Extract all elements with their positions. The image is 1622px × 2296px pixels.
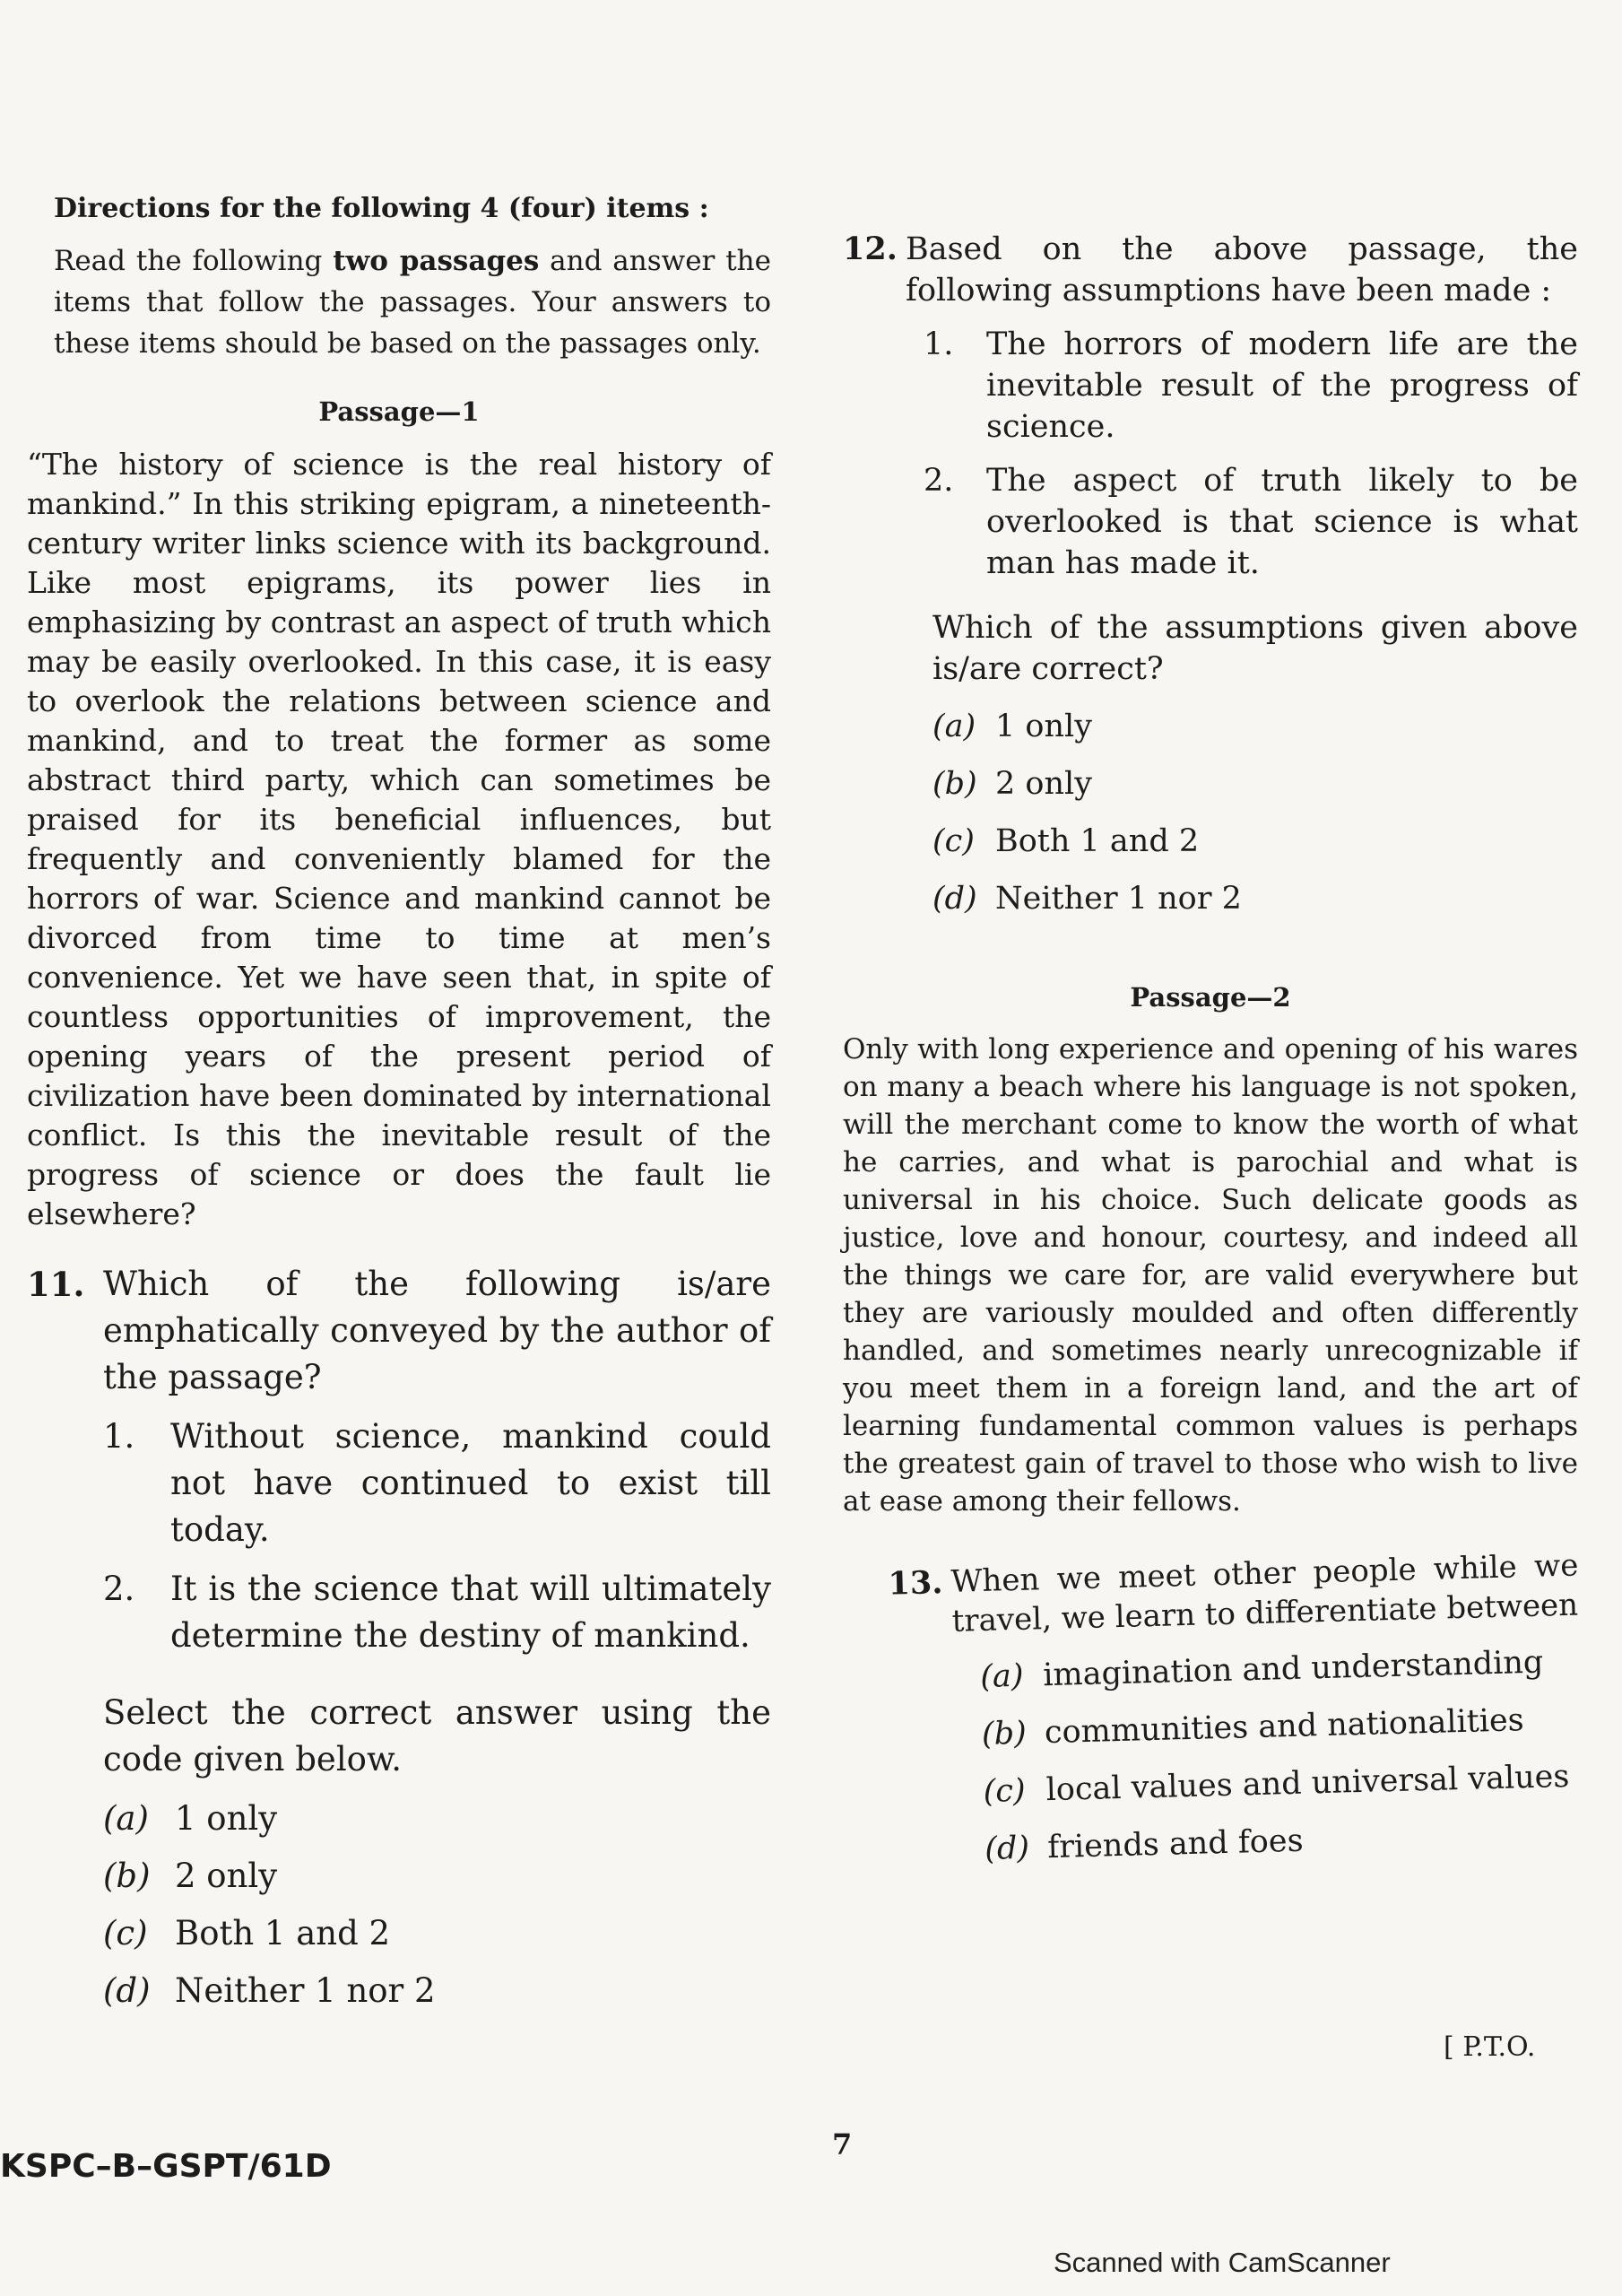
answer-option-a: [932, 706, 1578, 747]
statement-item: [103, 1413, 771, 1553]
option-text: communities and nationalities: [1044, 1702, 1525, 1752]
option-label: (c): [103, 1914, 148, 1952]
statement-item: [924, 460, 1578, 584]
statement-number: 1.: [924, 326, 954, 362]
pto-marker: [ P.T.O.: [1444, 2031, 1536, 2063]
booklet-code: KSPC–B–GSPT/61D: [0, 2148, 332, 2185]
option-text: local values and universal values: [1045, 1758, 1570, 1809]
directions-heading: Directions for the following 4 (four) items :: [54, 193, 709, 224]
option-text: Neither 1 nor 2: [175, 1971, 436, 2010]
option-label: (a): [979, 1657, 1025, 1696]
answer-option-c: [932, 821, 1578, 862]
answer-option-d: [932, 878, 1578, 919]
option-text: 2 only: [175, 1857, 278, 1895]
option-label: (a): [103, 1799, 149, 1838]
scanner-watermark: Scanned with CamScanner: [1054, 2247, 1391, 2278]
answer-option-b: [932, 763, 1578, 804]
option-text: Both 1 and 2: [175, 1914, 391, 1952]
option-text: imagination and understanding: [1042, 1644, 1544, 1694]
answer-option-a: [980, 1640, 1582, 1698]
option-label: (d): [932, 881, 977, 917]
question-13: [843, 1546, 1586, 1874]
passage1-text: “The history of science is the real history of mankind.” In this striking epigram, a nineteenth-century writer links science with its background. Like most epigrams, its power lies in emphasizing by contrast an aspect of truth which may be easily overlooked. In this case, it is easy to overlook the relations between science and mankind, and to treat the former as some abstract third party, which can sometimes be praised for its beneficial influences, but frequently and conveniently blamed for the horrors of war. Science and mankind cannot be divorced from time to time at men’s convenience. Yet we have seen that, in spite of countless opportunities of improvement, the opening years of the present period of civilization have been dominated by international conflict. Is this the inevitable result of the progress of science or does the fault lie elsewhere?: [27, 447, 771, 1231]
option-label: (d): [103, 1971, 151, 2010]
question-11: [27, 1261, 771, 2014]
option-label: (b): [103, 1857, 151, 1895]
page-number: 7: [832, 2127, 853, 2161]
question-text: When we meet other people while we travel, we learn to differentiate between: [950, 1547, 1579, 1639]
option-label: (d): [984, 1830, 1030, 1867]
statement-text: The horrors of modern life are the inevitable result of the progress of science.: [986, 326, 1578, 445]
passage2-title: Passage—2: [1130, 982, 1291, 1013]
passage2-text: Only with long experience and opening of his wares on many a beach where his language is not spoken, will the merchant come to know the worth of what he carries, and what is parochial and what is universal in his choice. Such delicate goods as justice, love and honour, courtesy, and indeed all the things we care for, are valid everywhere but they are variously moulded and often differently handled, and sometimes nearly unrecognizable if you meet them in a foreign land, and the art of learning fundamental common values is perhaps the greatest gain of travel to those who wish to live at ease among their fellows.: [843, 1033, 1578, 1518]
question-text: Which of the following is/are emphatically conveyed by the author of the passage?: [103, 1265, 771, 1396]
answer-option-b: [981, 1698, 1583, 1755]
statement-text: It is the science that will ultimately determine the destiny of mankind.: [170, 1570, 771, 1655]
answer-option-d: [103, 1968, 771, 2014]
question-number: 11.: [27, 1265, 85, 1304]
option-label: (c): [983, 1772, 1027, 1810]
right-column: [843, 229, 1578, 1874]
option-text: friends and foes: [1046, 1822, 1305, 1866]
answer-option-a: [103, 1796, 771, 1842]
option-text: 2 only: [995, 766, 1092, 802]
left-column: [27, 193, 771, 2014]
select-instruction: Select the correct answer using the code given below.: [103, 1693, 771, 1779]
directions-bold-part: two passages: [333, 245, 540, 277]
option-text: Both 1 and 2: [995, 823, 1200, 859]
option-label: (c): [932, 823, 975, 859]
option-text: 1 only: [175, 1799, 278, 1838]
passage1-title: Passage—1: [318, 396, 480, 427]
statement-text: The aspect of truth likely to be overlooked is that science is what man has made it.: [986, 463, 1578, 581]
directions-text-part: Read the following: [54, 245, 334, 277]
question-text: Based on the above passage, the following assumptions have been made :: [906, 231, 1578, 309]
statement-number: 2.: [924, 463, 954, 499]
directions-text: [54, 240, 771, 364]
directions-text-part: and answer the items that follow the passages. Your answers to these items should be based on the passages only.: [54, 245, 771, 360]
statement-number: 2.: [103, 1570, 135, 1608]
question-12: [843, 229, 1578, 919]
statement-item: [103, 1566, 771, 1659]
answer-option-b: [103, 1853, 771, 1900]
option-text: Neither 1 nor 2: [995, 881, 1242, 917]
option-text: 1 only: [995, 709, 1092, 744]
option-label: (b): [932, 766, 977, 802]
select-instruction: Which of the assumptions given above is/are correct?: [932, 610, 1578, 687]
option-label: (a): [932, 709, 976, 744]
statement-number: 1.: [103, 1417, 135, 1456]
statement-item: [924, 324, 1578, 448]
question-number: 12.: [843, 230, 898, 267]
option-label: (b): [981, 1715, 1028, 1753]
answer-option-d: [984, 1813, 1586, 1870]
answer-option-c: [103, 1910, 771, 1957]
answer-option-c: [983, 1755, 1584, 1813]
statement-text: Without science, mankind could not have continued to exist till today.: [170, 1417, 771, 1549]
question-number: 13.: [888, 1564, 943, 1603]
